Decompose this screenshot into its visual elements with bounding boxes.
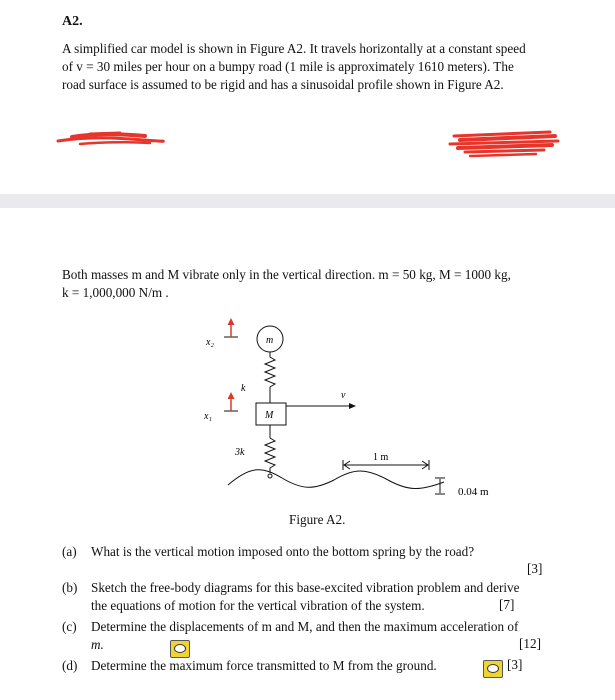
x1-arrow-head [228,392,235,399]
question-a-label: (a) [62,544,77,559]
context-line-1: Both masses m and M vibrate only in the vertical direction. m = 50 kg, M = 1000 kg, [62,267,511,282]
question-c-marks: [12] [519,636,541,651]
intro-paragraph [62,40,572,94]
question-c-line-2: m. [91,637,104,652]
spring-3k [265,425,275,473]
amplitude-label: 0.04 m [458,486,489,498]
redaction-scribble-right [440,122,570,162]
page-card-2 [0,208,615,700]
intro-line-3: road surface is assumed to be rigid and has a sinusoidal profile shown in Figure A2. [62,77,504,92]
question-d-marks: [3] [507,657,523,672]
page-card-1 [0,0,615,194]
velocity-arrow-head [349,403,356,409]
question-c-line-1: Determine the displacements of m and M, and then the maximum acceleration of [91,619,519,634]
comment-note-icon[interactable] [170,640,190,658]
question-c-text [91,618,571,654]
figure-caption: Figure A2. [289,512,346,527]
question-d-label: (d) [62,658,78,673]
question-b-label: (b) [62,580,78,595]
road-contact-point [268,474,272,478]
intro-line-1: A simplified car model is shown in Figure A2. It travels horizontally at a constant speed [62,41,526,56]
question-a-line-1: What is the vertical motion imposed onto the bottom spring by the road? [91,544,475,559]
question-b-marks: [7] [499,597,515,612]
redaction-scribble-left [50,124,170,154]
spring-k-label: k [241,383,246,394]
velocity-label: v [341,390,346,401]
question-b-line-2: the equations of motion for the vertical vibration of the system. [91,598,425,613]
road-profile [228,470,444,489]
x2-arrow-head [228,318,235,325]
question-a-marks: [3] [527,561,543,576]
question-d-text [91,657,491,675]
mass-m-label: m [266,335,274,346]
context-line-2: k = 1,000,000 N/m . [62,285,169,300]
x1-label: x₁ [204,411,212,422]
wavelength-label: 1 m [373,452,389,463]
problem-id: A2. [62,14,83,29]
question-a-text [91,543,561,561]
x2-label: x₂ [206,337,214,348]
intro-line-2: of v = 30 miles per hour on a bumpy road (1 mile is approximately 1610 meters). The [62,59,514,74]
spring-k [265,352,275,403]
question-c-label: (c) [62,619,77,634]
comment-note-icon-2[interactable] [483,660,503,678]
question-b-line-1: Sketch the free-body diagrams for this base-excited vibration problem and derive [91,580,520,595]
mass-M-label: M [265,410,274,421]
spring-3k-label: 3k [235,447,245,458]
figure-a2 [0,208,615,538]
question-d-line-1: Determine the maximum force transmitted to M from the ground. [91,658,437,673]
